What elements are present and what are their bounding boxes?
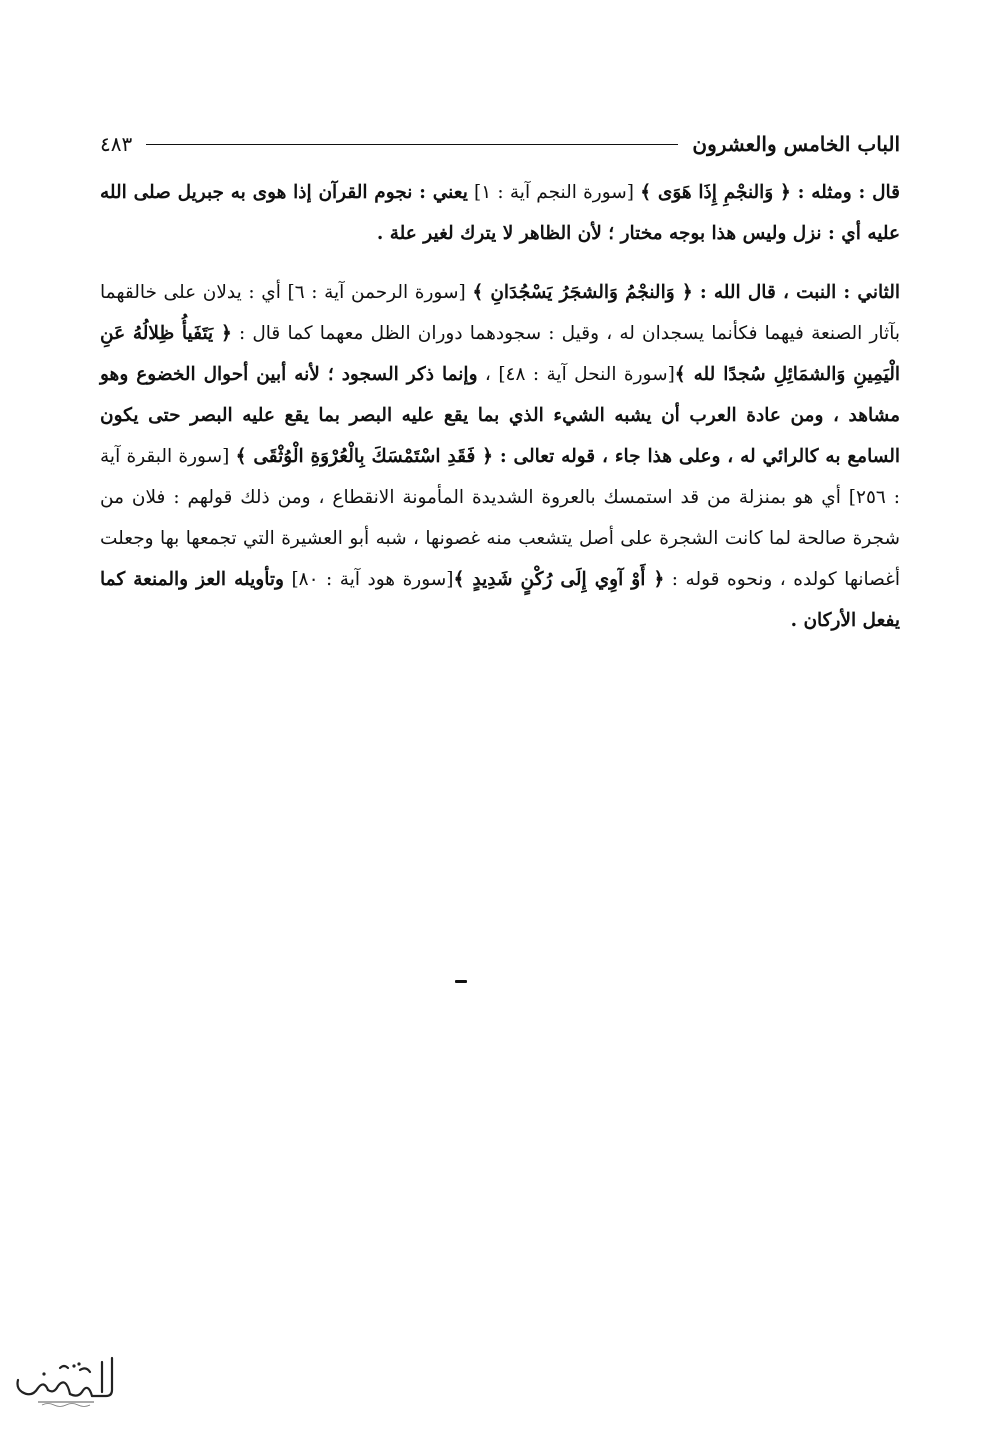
paragraph-2 [100,272,900,641]
paragraph-1-commentary: يعني : نجوم القرآن إذا هوى به جبريل صلى الله عليه أي : نزل وليس هذا بوجه مختار ؛ لأن الظاهر لا يترك لغير علة . [100,182,900,244]
surah-reference: [سورة النحل آية : ٤٨] ، [477,364,675,385]
quran-verse: ﴿ أَوْ آوِي إِلَى رُكْنٍ شَدِيدٍ ﴾ [453,569,665,590]
almustafa-calligraphy-logo-icon [8,1352,120,1408]
surah-reference: [سورة البقرة آية : ٢٥٦] أي هو بمنزلة من قد استمسك بالعروة الشديدة المأمونة الانقطاع ، ومن ذلك قولهم : فلان من شجرة صالحة لما كانت الشجرة على أصل يتشعب منه غصونها ، شبه أبو العشيرة التي تجمعها بها وجعلت أغصانها كولده ، ونحوه قوله : [100,446,900,590]
quran-verse: ﴿ فَقَدِ اسْتَمْسَكَ بِالْعُرْوَةِ الْوُثْقَى ﴾ [235,446,493,467]
paragraph-2-commentary: وإنما ذكر السجود ؛ لأنه أبين أحوال الخضوع وهو مشاهد ، ومن عادة العرب أن يشبه الشيء الذي بما يقع عليه البصر بما يقع عليه البصر حتى يكون السامع به كالرائي له ، وعلى هذا جاء ، قوله تعالى : [100,364,901,467]
body-text [100,172,900,641]
paragraph-1-intro: قال : ومثله : [790,182,900,203]
quran-verse: ﴿ وَالنجْمُ وَالشجَرُ يَسْجُدَانِ ﴾ [472,282,693,303]
paragraph-1 [100,172,900,254]
header-rule [146,144,678,145]
surah-reference: [سورة الرحمن آية : ٦] أي : يدلان على خالقهما بآثار الصنعة فيهما فكأنما يسجدان له ، وقيل : سجودهما دوران الظل معهما كما قال : [100,282,900,344]
paragraph-2-closing: وتأويله العز والمنعة كما يفعل الأركان . [100,569,900,631]
chapter-title: الباب الخامس والعشرون [692,132,900,156]
separator-dot [455,980,467,983]
running-header [100,124,900,164]
surah-reference: [سورة النجم آية : ١] [467,182,641,203]
surah-reference: [سورة هود آية : ٨٠] [283,569,454,590]
paragraph-2-intro: الثاني : النبت ، قال الله : [692,282,900,303]
quran-verse: ﴿ وَالنجْمِ إِذَا هَوَى ﴾ [640,182,791,203]
page-number: ٤٨٣ [100,132,133,156]
quran-verse: ﴿ يَتَفَيأُ ظِلالُهُ عَنِ الْيَمِينِ وَالشمَائِلِ سُجدًا لله ﴾ [100,323,900,385]
